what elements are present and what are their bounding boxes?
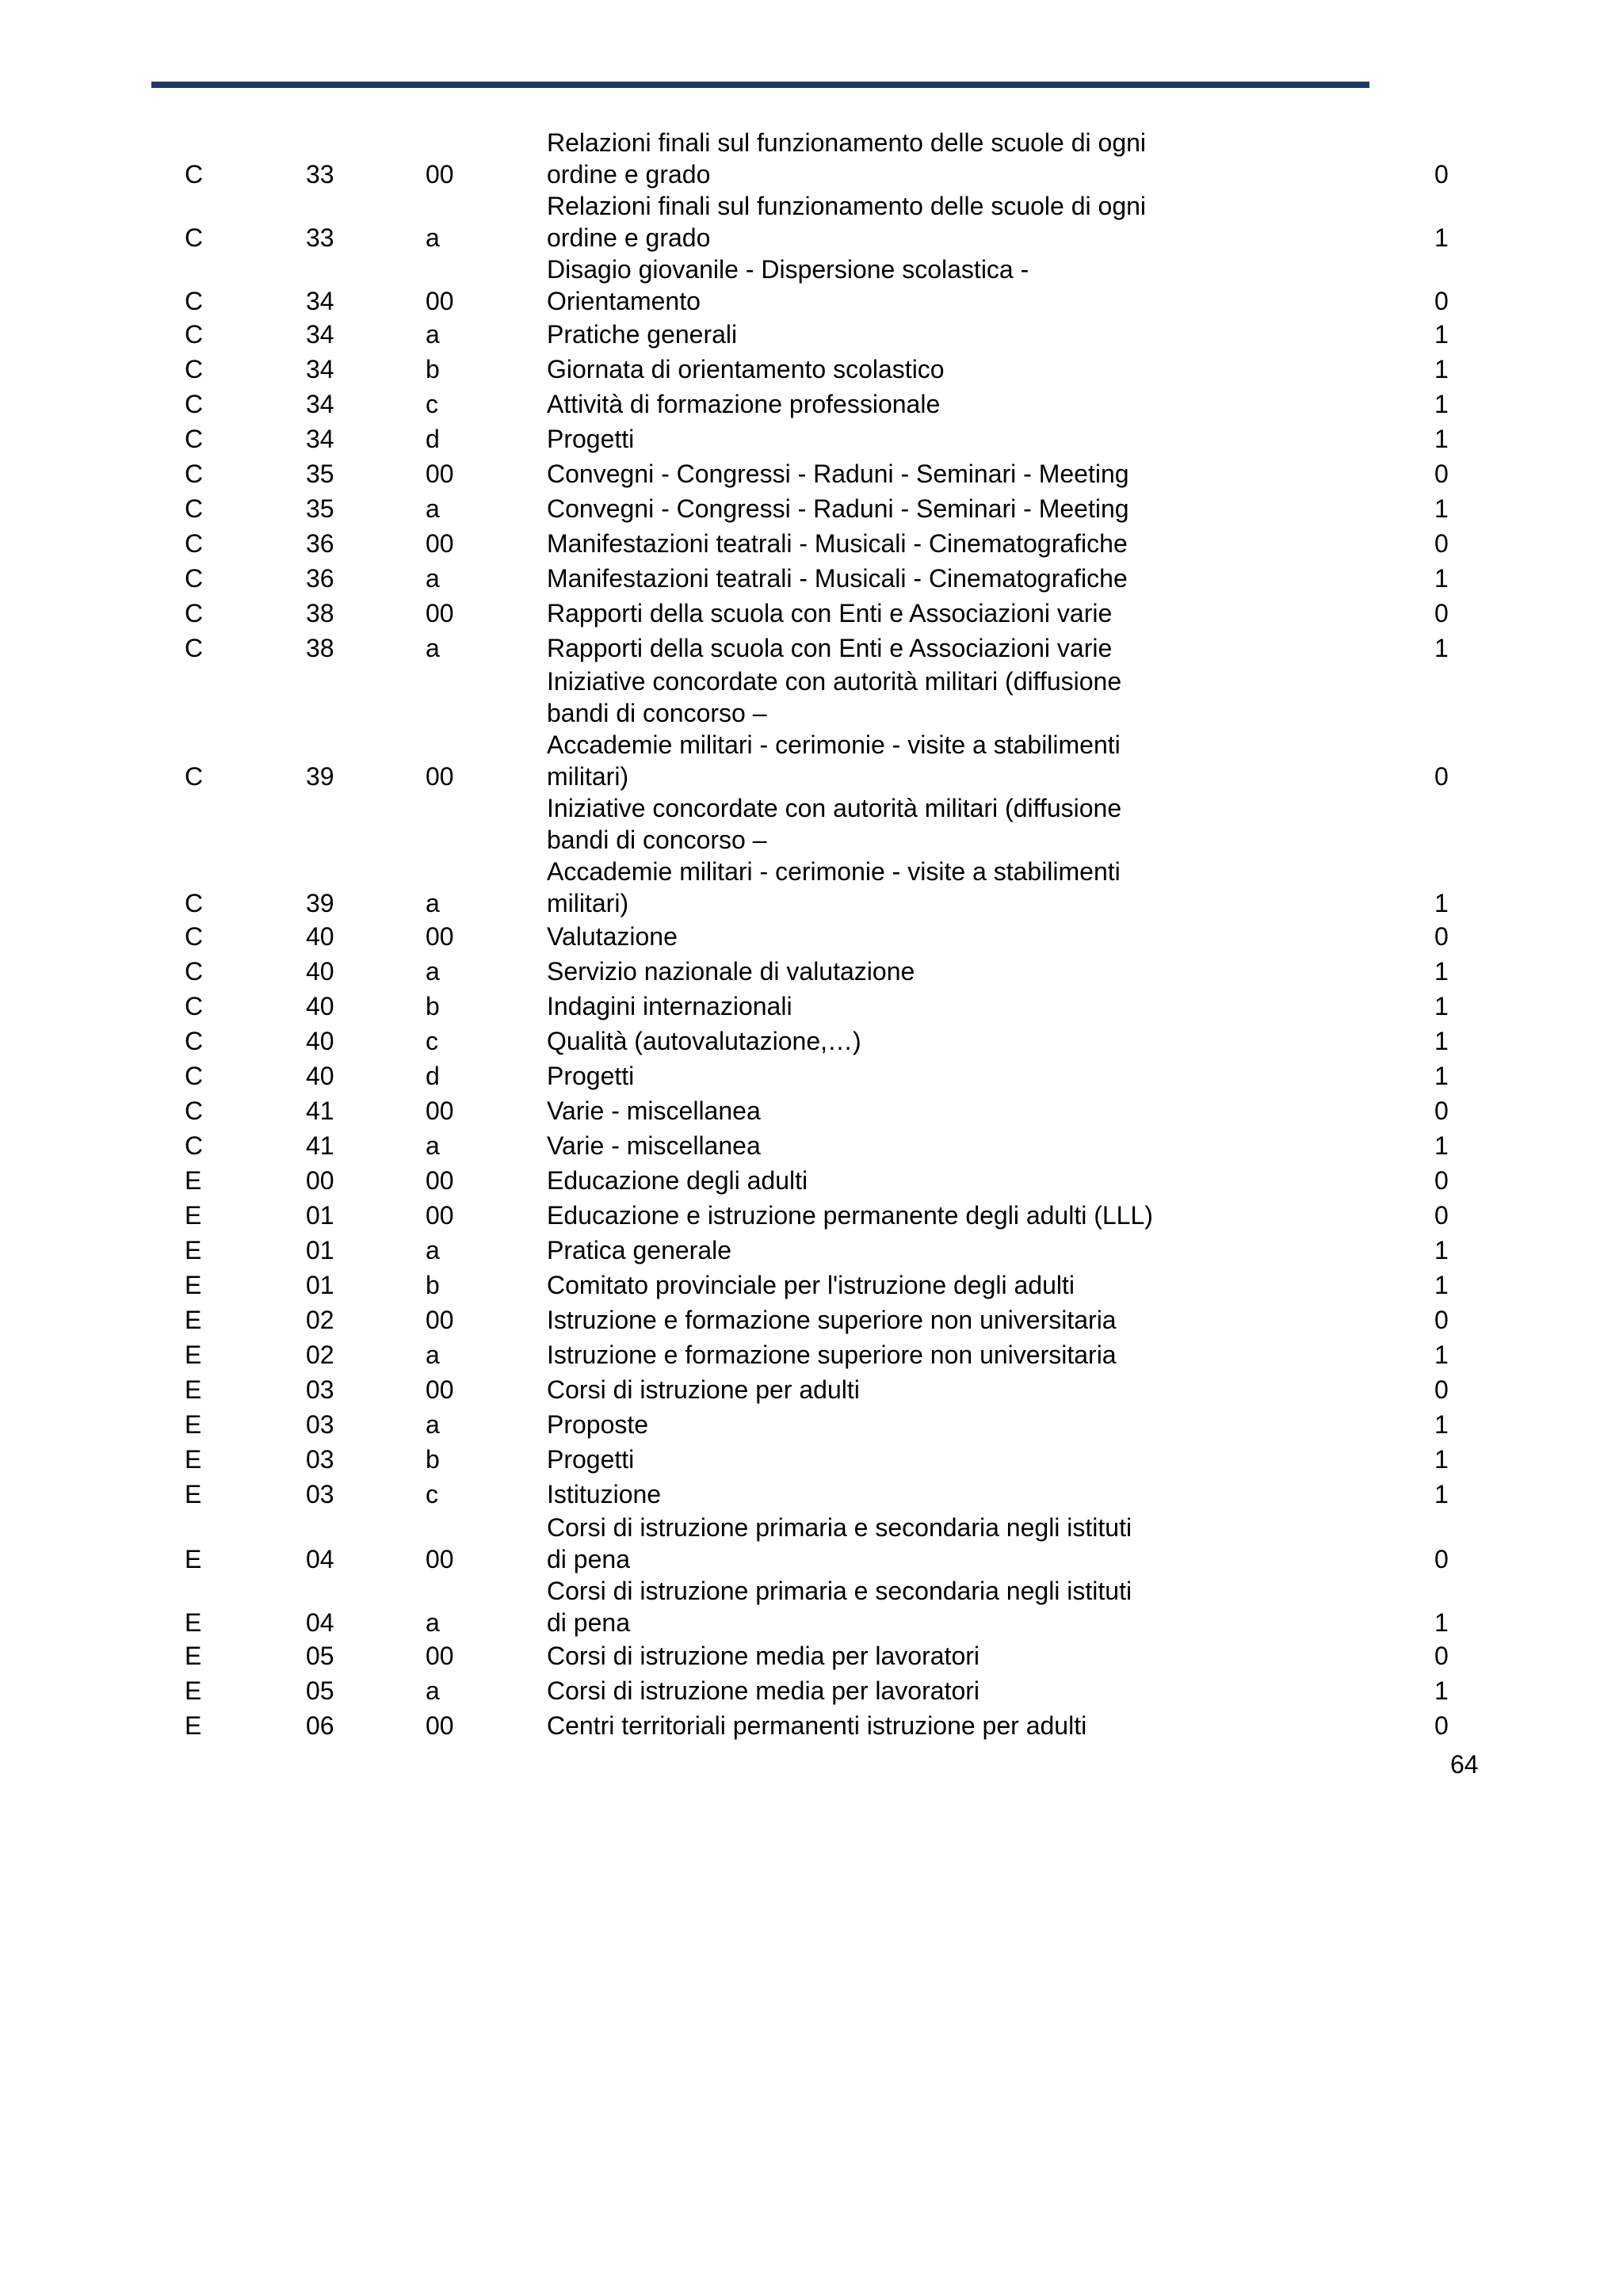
subclass-cell: 00 — [426, 160, 454, 189]
number-cell: 03 — [306, 1445, 334, 1474]
subclass-cell: a — [426, 494, 440, 523]
classification-table — [0, 127, 1623, 1743]
description-line: Corsi di istruzione per adulti — [547, 1375, 860, 1404]
table-row — [0, 1372, 1623, 1407]
number-cell: 39 — [306, 762, 334, 791]
number-cell: 03 — [306, 1375, 334, 1404]
level-cell: 1 — [1434, 494, 1449, 523]
table-row — [0, 352, 1623, 387]
category-cell: E — [185, 1676, 202, 1705]
description-line: Rapporti della scuola con Enti e Associazioni varie — [547, 634, 1113, 662]
table-row — [0, 561, 1623, 596]
table-row — [0, 954, 1623, 989]
description-line: Disagio giovanile - Dispersione scolastica - — [547, 255, 1029, 284]
level-cell: 1 — [1434, 992, 1449, 1020]
category-cell: C — [185, 992, 204, 1020]
description-line: Istruzione e formazione superiore non universitaria — [547, 1306, 1117, 1334]
level-cell: 1 — [1434, 957, 1449, 986]
level-cell: 0 — [1434, 599, 1449, 627]
category-cell: E — [185, 1608, 202, 1637]
description-line: Orientamento — [547, 287, 701, 315]
level-cell: 1 — [1434, 1271, 1449, 1299]
category-cell: C — [185, 762, 204, 791]
subclass-cell: 00 — [426, 1642, 454, 1670]
level-cell: 0 — [1434, 762, 1449, 791]
description-cell — [547, 1409, 1228, 1440]
description-line: Varie - miscellanea — [547, 1131, 761, 1160]
category-cell: C — [185, 957, 204, 986]
description-cell — [547, 632, 1228, 664]
table-row — [0, 1058, 1623, 1093]
number-cell: 05 — [306, 1642, 334, 1670]
level-cell: 0 — [1434, 1201, 1449, 1230]
description-line: ordine e grado — [547, 223, 711, 252]
description-line: Convegni - Congressi - Raduni - Seminari - Meeting — [547, 460, 1129, 488]
number-cell: 35 — [306, 494, 334, 523]
table-row — [0, 1233, 1623, 1268]
level-cell: 0 — [1434, 1711, 1449, 1740]
category-cell: E — [185, 1201, 202, 1230]
description-line: di pena — [547, 1608, 630, 1637]
subclass-cell: 00 — [426, 1711, 454, 1740]
description-line: Progetti — [547, 1445, 635, 1474]
description-line: Comitato provinciale per l'istruzione degli adulti — [547, 1271, 1075, 1299]
description-line: Proposte — [547, 1410, 649, 1439]
description-line: Convegni - Congressi - Raduni - Seminari - Meeting — [547, 494, 1129, 523]
description-line: Relazioni finali sul funzionamento delle scuole di ogni — [547, 192, 1147, 220]
table-row — [0, 1268, 1623, 1302]
table-row — [0, 127, 1623, 190]
description-cell — [547, 1575, 1228, 1638]
description-line: bandi di concorso – — [547, 826, 767, 854]
subclass-cell: d — [426, 1062, 440, 1090]
description-cell — [547, 388, 1228, 420]
table-row — [0, 1198, 1623, 1233]
category-cell: C — [185, 320, 204, 349]
number-cell: 40 — [306, 957, 334, 986]
category-cell: E — [185, 1545, 202, 1573]
category-cell: E — [185, 1375, 202, 1404]
level-cell: 1 — [1434, 634, 1449, 662]
category-cell: E — [185, 1480, 202, 1508]
table-row — [0, 666, 1623, 792]
description-cell — [547, 458, 1228, 490]
category-cell: C — [185, 223, 204, 252]
description-cell — [547, 353, 1228, 385]
number-cell: 34 — [306, 287, 334, 315]
subclass-cell: a — [426, 957, 440, 986]
description-cell — [547, 1710, 1228, 1741]
category-cell: E — [185, 1271, 202, 1299]
subclass-cell: a — [426, 889, 440, 917]
description-line: Iniziative concordate con autorità militari (diffusione — [547, 667, 1122, 696]
table-row — [0, 387, 1623, 421]
subclass-cell: 00 — [426, 1097, 454, 1125]
subclass-cell: a — [426, 1341, 440, 1369]
subclass-cell: c — [426, 390, 438, 418]
description-line: Istruzione e formazione superiore non universitaria — [547, 1341, 1117, 1369]
subclass-cell: a — [426, 1410, 440, 1439]
description-cell — [547, 921, 1228, 952]
description-cell — [547, 1199, 1228, 1231]
level-cell: 1 — [1434, 425, 1449, 453]
description-cell — [547, 1512, 1228, 1575]
number-cell: 03 — [306, 1410, 334, 1439]
level-cell: 0 — [1434, 1166, 1449, 1195]
description-line: Istituzione — [547, 1480, 662, 1508]
subclass-cell: a — [426, 1236, 440, 1264]
table-row — [0, 526, 1623, 561]
description-cell — [547, 1234, 1228, 1266]
level-cell: 1 — [1434, 1131, 1449, 1160]
subclass-cell: a — [426, 1131, 440, 1160]
table-row — [0, 421, 1623, 456]
page-number: 64 — [1450, 1750, 1479, 1779]
description-cell — [547, 254, 1228, 317]
description-cell — [547, 563, 1228, 594]
number-cell: 33 — [306, 223, 334, 252]
table-row — [0, 1128, 1623, 1163]
description-cell — [547, 1060, 1228, 1092]
description-line: bandi di concorso – — [547, 699, 767, 727]
description-line: Corsi di istruzione primaria e secondaria negli istituti — [547, 1577, 1132, 1605]
subclass-cell: a — [426, 1608, 440, 1637]
description-line: ordine e grado — [547, 160, 711, 189]
level-cell: 1 — [1434, 1445, 1449, 1474]
table-row — [0, 1163, 1623, 1198]
description-line: Corsi di istruzione media per lavoratori — [547, 1676, 980, 1705]
number-cell: 40 — [306, 922, 334, 951]
table-row — [0, 1512, 1623, 1575]
table-row — [0, 792, 1623, 919]
category-cell: C — [185, 1027, 204, 1055]
level-cell: 1 — [1434, 1062, 1449, 1090]
table-row — [0, 1337, 1623, 1372]
description-line: di pena — [547, 1545, 630, 1573]
number-cell: 39 — [306, 889, 334, 917]
category-cell: C — [185, 460, 204, 488]
description-line: Accademie militari - cerimonie - visite a stabilimenti — [547, 730, 1121, 759]
subclass-cell: a — [426, 223, 440, 252]
category-cell: E — [185, 1410, 202, 1439]
table-row — [0, 456, 1623, 491]
description-cell — [547, 1025, 1228, 1057]
category-cell: E — [185, 1236, 202, 1264]
category-cell: C — [185, 564, 204, 593]
level-cell: 0 — [1434, 1545, 1449, 1573]
description-line: Attività di formazione professionale — [547, 390, 941, 418]
description-cell — [547, 190, 1228, 254]
level-cell: 1 — [1434, 1027, 1449, 1055]
subclass-cell: b — [426, 992, 440, 1020]
level-cell: 0 — [1434, 922, 1449, 951]
subclass-cell: b — [426, 1445, 440, 1474]
table-row — [0, 254, 1623, 317]
description-cell — [547, 1444, 1228, 1475]
description-line: Corsi di istruzione media per lavoratori — [547, 1642, 980, 1670]
level-cell: 1 — [1434, 889, 1449, 917]
number-cell: 04 — [306, 1545, 334, 1573]
description-line: Manifestazioni teatrali - Musicali - Cinematografiche — [547, 529, 1128, 558]
category-cell: E — [185, 1711, 202, 1740]
level-cell: 1 — [1434, 564, 1449, 593]
level-cell: 0 — [1434, 1375, 1449, 1404]
number-cell: 01 — [306, 1201, 334, 1230]
level-cell: 0 — [1434, 1097, 1449, 1125]
table-row — [0, 1673, 1623, 1708]
number-cell: 04 — [306, 1608, 334, 1637]
level-cell: 0 — [1434, 1306, 1449, 1334]
table-row — [0, 1638, 1623, 1673]
category-cell: C — [185, 1097, 204, 1125]
level-cell: 1 — [1434, 1236, 1449, 1264]
number-cell: 36 — [306, 564, 334, 593]
description-cell — [547, 1095, 1228, 1127]
number-cell: 34 — [306, 355, 334, 383]
level-cell: 1 — [1434, 320, 1449, 349]
description-line: Rapporti della scuola con Enti e Associazioni varie — [547, 599, 1113, 627]
number-cell: 00 — [306, 1166, 334, 1195]
category-cell: E — [185, 1642, 202, 1670]
level-cell: 1 — [1434, 223, 1449, 252]
number-cell: 41 — [306, 1097, 334, 1125]
description-line: Indagini internazionali — [547, 992, 792, 1020]
description-line: Pratica generale — [547, 1236, 732, 1264]
description-cell — [547, 423, 1228, 455]
table-row — [0, 1024, 1623, 1058]
description-line: Servizio nazionale di valutazione — [547, 957, 915, 986]
level-cell: 0 — [1434, 529, 1449, 558]
description-cell — [547, 990, 1228, 1022]
level-cell: 1 — [1434, 355, 1449, 383]
table-row — [0, 1302, 1623, 1337]
category-cell: C — [185, 529, 204, 558]
table-row — [0, 1407, 1623, 1442]
level-cell: 0 — [1434, 287, 1449, 315]
number-cell: 33 — [306, 160, 334, 189]
description-cell — [547, 792, 1228, 919]
number-cell: 36 — [306, 529, 334, 558]
description-cell — [547, 666, 1228, 792]
category-cell: C — [185, 889, 204, 917]
category-cell: C — [185, 599, 204, 627]
description-line: militari) — [547, 889, 629, 917]
table-row — [0, 190, 1623, 254]
number-cell: 35 — [306, 460, 334, 488]
description-cell — [547, 1675, 1228, 1707]
category-cell: C — [185, 287, 204, 315]
description-cell — [547, 1130, 1228, 1161]
subclass-cell: c — [426, 1480, 438, 1508]
description-line: Pratiche generali — [547, 320, 738, 349]
category-cell: C — [185, 160, 204, 189]
level-cell: 1 — [1434, 1608, 1449, 1637]
number-cell: 06 — [306, 1711, 334, 1740]
description-cell — [547, 1269, 1228, 1301]
table-row — [0, 631, 1623, 666]
level-cell: 1 — [1434, 1341, 1449, 1369]
level-cell: 1 — [1434, 1410, 1449, 1439]
description-cell — [547, 597, 1228, 629]
subclass-cell: 00 — [426, 460, 454, 488]
description-line: Corsi di istruzione primaria e secondaria negli istituti — [547, 1513, 1132, 1542]
number-cell: 38 — [306, 599, 334, 627]
description-cell — [547, 1165, 1228, 1196]
description-cell — [547, 528, 1228, 559]
subclass-cell: 00 — [426, 1201, 454, 1230]
table-row — [0, 1442, 1623, 1477]
description-cell — [547, 1640, 1228, 1672]
description-cell — [547, 127, 1228, 190]
subclass-cell: 00 — [426, 599, 454, 627]
category-cell: E — [185, 1166, 202, 1195]
subclass-cell: c — [426, 1027, 438, 1055]
number-cell: 02 — [306, 1341, 334, 1369]
table-row — [0, 919, 1623, 954]
subclass-cell: 00 — [426, 287, 454, 315]
description-cell — [547, 1374, 1228, 1405]
description-line: Iniziative concordate con autorità militari (diffusione — [547, 794, 1122, 822]
number-cell: 40 — [306, 1062, 334, 1090]
level-cell: 0 — [1434, 460, 1449, 488]
description-line: Varie - miscellanea — [547, 1097, 761, 1125]
category-cell: E — [185, 1445, 202, 1474]
number-cell: 41 — [306, 1131, 334, 1160]
number-cell: 02 — [306, 1306, 334, 1334]
subclass-cell: 00 — [426, 762, 454, 791]
header-rule — [151, 82, 1369, 88]
description-line: Progetti — [547, 425, 635, 453]
description-line: Valutazione — [547, 922, 678, 951]
category-cell: C — [185, 425, 204, 453]
subclass-cell: a — [426, 1676, 440, 1705]
subclass-cell: 00 — [426, 1306, 454, 1334]
number-cell: 40 — [306, 992, 334, 1020]
table-row — [0, 1575, 1623, 1638]
description-line: Manifestazioni teatrali - Musicali - Cinematografiche — [547, 564, 1128, 593]
category-cell: C — [185, 1131, 204, 1160]
category-cell: C — [185, 390, 204, 418]
description-line: Giornata di orientamento scolastico — [547, 355, 945, 383]
description-cell — [547, 493, 1228, 524]
description-cell — [547, 1339, 1228, 1371]
subclass-cell: a — [426, 634, 440, 662]
number-cell: 05 — [306, 1676, 334, 1705]
subclass-cell: d — [426, 425, 440, 453]
number-cell: 38 — [306, 634, 334, 662]
subclass-cell: 00 — [426, 529, 454, 558]
table-row — [0, 491, 1623, 526]
number-cell: 34 — [306, 390, 334, 418]
table-row — [0, 989, 1623, 1024]
description-cell — [547, 318, 1228, 350]
number-cell: 01 — [306, 1236, 334, 1264]
description-line: Educazione degli adulti — [547, 1166, 808, 1195]
description-cell — [547, 1478, 1228, 1510]
description-cell — [547, 955, 1228, 987]
description-line: Qualità (autovalutazione,…) — [547, 1027, 861, 1055]
category-cell: C — [185, 634, 204, 662]
table-row — [0, 1708, 1623, 1743]
level-cell: 1 — [1434, 1480, 1449, 1508]
level-cell: 0 — [1434, 1642, 1449, 1670]
table-row — [0, 596, 1623, 631]
subclass-cell: 00 — [426, 1166, 454, 1195]
table-row — [0, 317, 1623, 352]
category-cell: C — [185, 922, 204, 951]
category-cell: C — [185, 494, 204, 523]
subclass-cell: a — [426, 320, 440, 349]
category-cell: C — [185, 1062, 204, 1090]
level-cell: 0 — [1434, 160, 1449, 189]
table-row — [0, 1093, 1623, 1128]
description-line: Progetti — [547, 1062, 635, 1090]
level-cell: 1 — [1434, 1676, 1449, 1705]
subclass-cell: 00 — [426, 922, 454, 951]
description-cell — [547, 1304, 1228, 1336]
number-cell: 01 — [306, 1271, 334, 1299]
number-cell: 34 — [306, 320, 334, 349]
category-cell: E — [185, 1341, 202, 1369]
subclass-cell: 00 — [426, 1545, 454, 1573]
table-row — [0, 1477, 1623, 1512]
description-line: Relazioni finali sul funzionamento delle scuole di ogni — [547, 128, 1147, 157]
description-line: Educazione e istruzione permanente degli adulti (LLL) — [547, 1201, 1153, 1230]
subclass-cell: a — [426, 564, 440, 593]
number-cell: 03 — [306, 1480, 334, 1508]
subclass-cell: b — [426, 1271, 440, 1299]
description-line: militari) — [547, 762, 629, 791]
category-cell: C — [185, 355, 204, 383]
description-line: Accademie militari - cerimonie - visite a stabilimenti — [547, 857, 1121, 886]
description-line: Centri territoriali permanenti istruzione per adulti — [547, 1711, 1087, 1740]
number-cell: 34 — [306, 425, 334, 453]
number-cell: 40 — [306, 1027, 334, 1055]
subclass-cell: b — [426, 355, 440, 383]
category-cell: E — [185, 1306, 202, 1334]
level-cell: 1 — [1434, 390, 1449, 418]
subclass-cell: 00 — [426, 1375, 454, 1404]
